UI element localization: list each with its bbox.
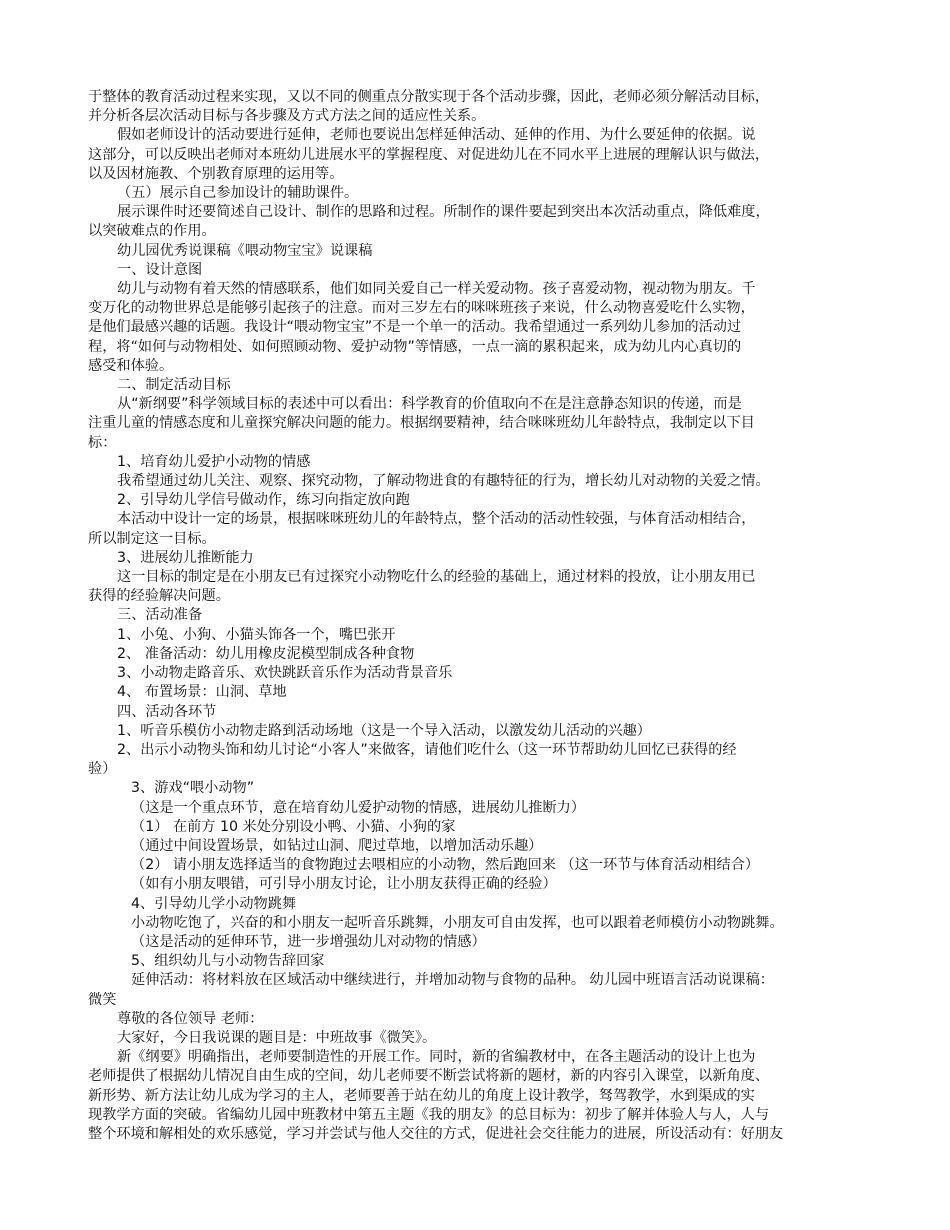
text-line: 这部分，可以反映出老师对本班幼儿进展水平的掌握程度、对促进幼儿在不同水平上进展的理解认识与做法，	[88, 146, 770, 163]
text-line: 1、培育幼儿爱护小动物的情感	[117, 453, 311, 470]
text-line: 4、 布置场景：山洞、草地	[117, 684, 287, 701]
text-line: 微笑	[88, 991, 117, 1008]
text-line: 幼儿园优秀说课稿《喂动物宝宝》说课稿	[117, 242, 373, 259]
text-line: 标：	[88, 434, 117, 451]
text-line: 延伸活动：将材料放在区域活动中继续进行，并增加动物与食物的品种。 幼儿园中班语言活动说课稿：	[131, 972, 774, 989]
text-line: 大家好，今日我说课的题目是：中班故事《微笑》。	[117, 1029, 437, 1046]
text-line: 以突破难点的作用。	[88, 223, 216, 240]
text-line: 从“新纲要”科学领域目标的表述中可以看出：科学教育的价值取向不在是注意静态知识的传递，而是	[117, 396, 742, 413]
text-line: 以及因材施教、个别教育原理的运用等。	[88, 165, 344, 182]
text-line: 新形势、新方法让幼儿成为学习的主人，老师要善于站在幼儿的角度上设计教学，驽驾教学，水到渠成的实	[88, 1087, 755, 1104]
text-line: 新《纲要》明确指出，老师要制造性的开展工作。同时，新的省编教材中，在各主题活动的设计上也为	[117, 1049, 756, 1066]
text-line: 四、活动各环节	[117, 703, 217, 720]
text-line: 程，将“如何与动物相处、如何照顾动物、爱护动物”等情感，一点一滴的累积起来，成为幼儿内心真切的	[88, 338, 742, 355]
text-line: 变万化的动物世界总是能够引起孩子的注意。而对三岁左右的咪咪班孩子来说，什么动物喜爱吃什么实物，	[88, 300, 755, 317]
text-line: 现教学方面的突破。省编幼儿园中班教材中第五主题《我的朋友》的总目标为：初步了解并体验人与人，人与	[88, 1106, 770, 1123]
text-line: 幼儿与动物有着天然的情感联系，他们如同关爱自己一样关爱动物。孩子喜爱动物，视动物为朋友。千	[117, 281, 756, 298]
text-line: 本活动中设计一定的场景，根据咪咪班幼儿的年龄特点，整个活动的活动性较强，与体育活动相结合，	[117, 511, 756, 528]
text-line: 4、引导幼儿学小动物跳舞	[131, 895, 297, 912]
text-line: 展示课件时还要简述自己设计、制作的思路和过程。所制作的课件要起到突出本次活动重点，降低难度，	[117, 204, 770, 221]
text-line: （1） 在前方 10 米处分别设小鸭、小猫、小狗的家	[131, 818, 456, 835]
text-line: 尊敬的各位领导 老师：	[117, 1010, 264, 1027]
text-line: 三、活动准备	[117, 607, 203, 624]
text-line: 我希望通过幼儿关注、观察、探究动物，了解动物进食的有趣特征的行为，增长幼儿对动物的关爱之情。	[117, 473, 770, 490]
text-line: 验）	[88, 761, 117, 778]
text-line: 是他们最感兴趣的话题。我设计“喂动物宝宝”不是一个单一的活动。我希望通过一系列幼儿参加的活动过	[88, 319, 742, 336]
text-line: 5、组织幼儿与小动物告辞回家	[131, 953, 325, 970]
text-line: 并分析各层次活动目标与各步骤及方式方法之间的适应性关系。	[88, 108, 486, 125]
text-line: 3、小动物走路音乐、欢快跳跃音乐作为活动背景音乐	[117, 665, 453, 682]
text-line: 老师提供了根据幼儿情况自由生成的空间，幼儿老师要不断尝试将新的题材，新的内容引入课堂，以新角度、	[88, 1068, 770, 1085]
text-line: 3、进展幼儿推断能力	[117, 549, 254, 566]
text-line: 二、制定活动目标	[117, 377, 231, 394]
text-line: （通过中间设置场景，如钻过山洞、爬过草地，以增加活动乐趣）	[131, 837, 543, 854]
text-line: （2） 请小朋友选择适当的食物跑过去喂相应的小动物，然后跑回来 （这一环节与体育活动相结合）	[131, 857, 760, 874]
text-line: 所以制定这一目标。	[88, 530, 216, 547]
text-line: 1、听音乐模仿小动物走路到活动场地（这是一个导入活动，以激发幼儿活动的兴趣）	[117, 722, 651, 739]
text-line: 感受和体验。	[88, 357, 174, 374]
text-line: （如有小朋友喂错，可引导小朋友讨论，让小朋友获得正确的经验）	[131, 876, 557, 893]
text-line: 这一目标的制定是在小朋友已有过探究小动物吃什么的经验的基础上，通过材料的投放，让小朋友用已	[117, 569, 756, 586]
text-line: 假如老师设计的活动要进行延伸，老师也要说出怎样延伸活动、延伸的作用、为什么要延伸的依据。说	[117, 127, 756, 144]
text-line: 注重儿童的情感态度和儿童探究解决问题的能力。根据纲要精神，结合咪咪班幼儿年龄特点，我制定以下目	[88, 415, 755, 432]
text-line: 小动物吃饱了，兴奋的和小朋友一起听音乐跳舞，小朋友可自由发挥，也可以跟着老师模仿小动物跳舞。	[131, 914, 784, 931]
text-line: 一、设计意图	[117, 261, 203, 278]
text-line: 于整体的教育活动过程来实现，又以不同的侧重点分散实现于各个活动步骤，因此，老师必须分解活动目标，	[88, 89, 770, 105]
text-line: 2、 准备活动：幼儿用橡皮泥模型制成各种食物	[117, 645, 415, 662]
text-line: 1、小兔、小狗、小猫头饰各一个，嘴巴张开	[117, 626, 396, 643]
text-line: 2、出示小动物头饰和幼儿讨论“小客人”来做客，请他们吃什么（这一环节帮助幼儿回忆已获得的经	[117, 741, 737, 758]
text-line: 获得的经验解决问题。	[88, 588, 230, 605]
text-line: 3、游戏“喂小动物”	[131, 780, 255, 797]
text-line: 2、引导幼儿学信号做动作，练习向指定放向跑	[117, 492, 410, 509]
text-line: 整个环境和解相处的欢乐感觉，学习并尝试与他人交往的方式，促进社会交往能力的进展，所设活动有：好朋友	[88, 1125, 784, 1142]
text-line: （这是活动的延伸环节，进一步增强幼儿对动物的情感）	[131, 933, 486, 950]
text-line: （五）展示自己参加设计的辅助课件。	[117, 185, 359, 202]
text-line: （这是一个重点环节，意在培育幼儿爱护动物的情感，进展幼儿推断力）	[131, 799, 586, 816]
